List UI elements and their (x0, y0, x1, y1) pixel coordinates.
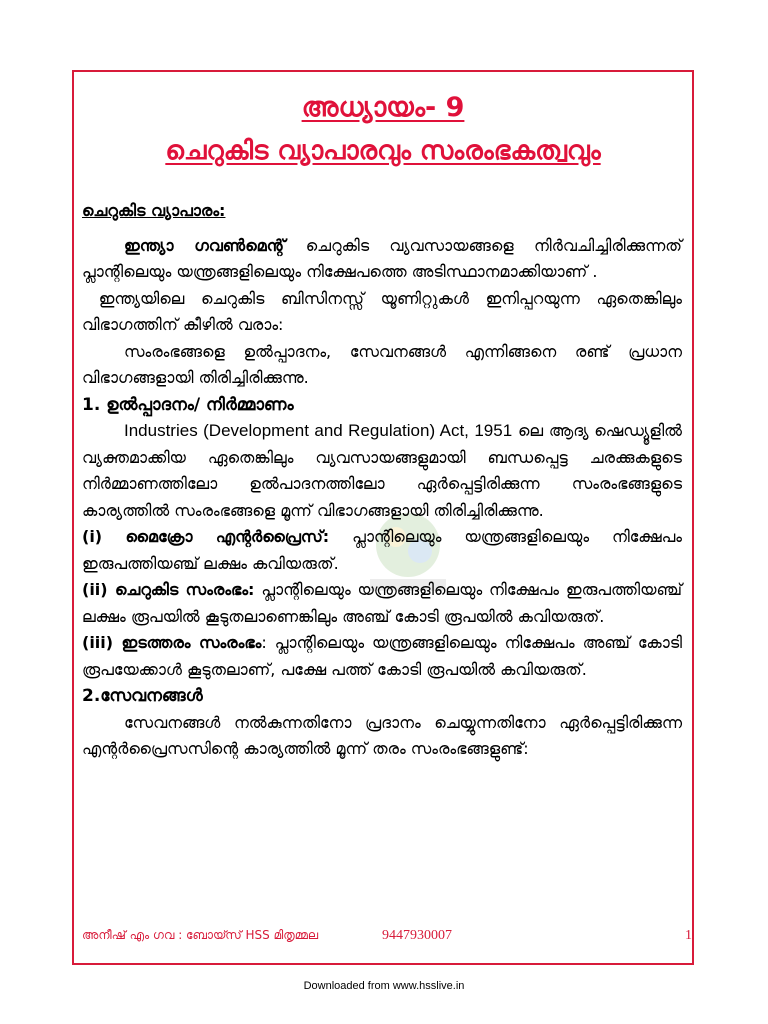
paragraph-1-bold: ഇന്ത്യാ ഗവൺമെന്റ് (124, 235, 286, 255)
download-note: Downloaded from www.hsslive.in (303, 980, 465, 992)
micro-enterprise-item: (i) മൈക്രോ എന്റർപ്രൈസ്: പ്ലാന്റിലെയും യന്ത്രങ്ങളിലെയും നിക്ഷേപം ഇരുപത്തിയഞ്ച് ലക്ഷം കവിയരുത്. (82, 527, 682, 573)
paragraph-2: ഇന്ത്യയിലെ ചെറുകിട ബിസിനസ്സ് യൂണിറ്റുകൾ ഇനിപ്പറയുന്ന ഏതെങ്കിലും വിഭാഗത്തിന് കീഴിൽ വരാം: (82, 288, 682, 334)
footer-phone: 9447930007 (382, 928, 452, 943)
document-body (82, 198, 682, 763)
paragraph-4: Industries (Development and Regulation) Act, 1951 ലെ ആദ്യ ഷെഡ്യൂളിൽ വ്യക്തമാക്കിയ ഏതെങ്കിലും വ്യവസായങ്ങളുമായി ബന്ധപ്പെട്ട ചരക്കുകളുടെ നിർമ്മാണത്തിലോ ഉൽപാദനത്തിലോ ഏർപ്പെട്ടിരിക്കുന്ന സംരംഭങ്ങളുടെ കാര്യത്തിൽ സംരംഭങ്ങളെ മൂന്ന് വിഭാഗങ്ങളായി തിരിച്ചിരിക്കുന്നു. (82, 421, 682, 520)
footer-author: അനീഷ് എം ഗവ : ബോയ്സ് HSS മിതൃമ്മല (82, 928, 319, 942)
paragraph-3: സംരംഭങ്ങളെ ഉൽപ്പാദനം, സേവനങ്ങൾ എന്നിങ്ങനെ രണ്ട് പ്രധാന വിഭാഗങ്ങളായി തിരിച്ചിരിക്കുന്നു. (82, 341, 682, 387)
chapter-title: അധ്യായം- 9 (301, 92, 465, 123)
medium-enterprise-item: (iii) ഇടത്തരം സംരംഭം: പ്ലാന്റിലെയും യന്ത്രങ്ങളിലെയും നിക്ഷേപം അഞ്ച് കോടി രൂപയേക്കാൾ കൂടുതലാണ്, പക്ഷേ പത്ത് കോടി രൂപയിൽ കവിയരുത്. (82, 633, 682, 679)
heading-services: 2.സേവനങ്ങൾ (82, 686, 203, 706)
heading-manufacturing: 1. ഉൽപ്പാദനം/ നിർമ്മാണം (82, 394, 294, 415)
paragraph-5: സേവനങ്ങൾ നൽകുന്നതിനോ പ്രദാനം ചെയ്യുന്നതിനോ ഏർപ്പെട്ടിരിക്കുന്ന എന്റർപ്രൈസസിന്റെ കാര്യത്തിൽ മൂന്ന് തരം സംരംഭങ്ങളുണ്ട്: (82, 712, 682, 758)
small-enterprise-item: (ii) ചെറുകിട സംരംഭം: പ്ലാന്റിലെയും യന്ത്രങ്ങളിലെയും നിക്ഷേപം ഇരുപത്തിയഞ്ച് ലക്ഷം രൂപയിൽ കൂടുതലാണെങ്കിലും അഞ്ച് കോടി രൂപയിൽ കവിയരുത്. (82, 580, 682, 626)
paragraph-1: ഇന്ത്യാ ഗവൺമെന്റ് ചെറുകിട വ്യവസായങ്ങളെ നിർവചിച്ചിരിക്കുന്നത് പ്ലാന്റിലെയും യന്ത്രങ്ങളിലെയും നിക്ഷേപത്തെ അടിസ്ഥാനമാക്കിയാണ് . (82, 235, 682, 281)
chapter-subtitle: ചെറുകിട വ്യാപാരവും സംരംഭകത്വവും (165, 136, 601, 166)
section-heading: ചെറുകിട വ്യാപാരം: (82, 201, 226, 220)
page-number: 1 (685, 928, 692, 943)
